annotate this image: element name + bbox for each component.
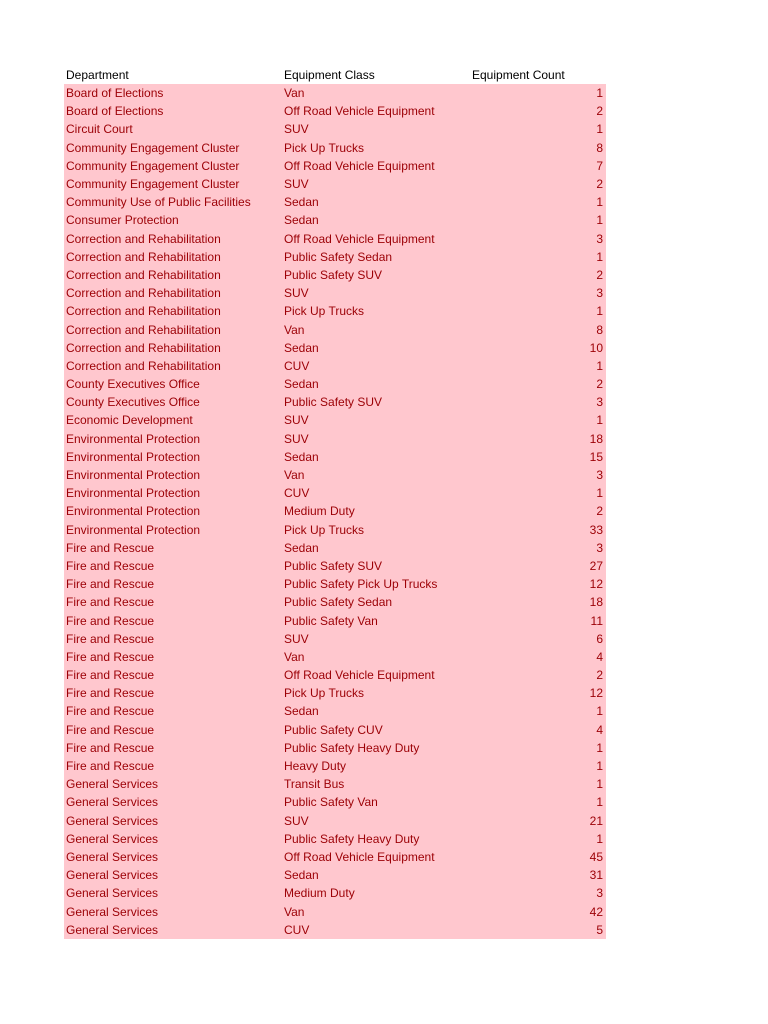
cell-equipment-class: CUV [284,922,310,937]
table-row [64,611,606,629]
cell-equipment-class: Van [284,649,305,664]
cell-department: Environmental Protection [66,504,201,519]
cell-department: County Executives Office [66,377,200,392]
cell-equipment-class: Medium Duty [284,886,355,901]
table-row [64,830,606,848]
cell-equipment-count: 11 [590,613,603,628]
cell-department: Environmental Protection [66,468,201,483]
table-row [64,466,606,484]
cell-equipment-count: 12 [589,686,603,701]
table-row [64,866,606,884]
cell-equipment-class: Off Road Vehicle Equipment [284,668,435,683]
table-row [64,357,606,375]
cell-equipment-count: 3 [596,286,603,301]
table-row [64,157,606,175]
cell-equipment-count: 12 [589,577,603,592]
cell-equipment-class: Sedan [284,195,319,210]
cell-department: Board of Elections [66,104,164,119]
cell-equipment-count: 1 [596,122,603,137]
cell-equipment-class: Pick Up Trucks [284,140,365,155]
cell-equipment-count: 10 [589,340,603,355]
table-row [64,266,606,284]
cell-equipment-class: Public Safety Heavy Duty [284,740,420,755]
cell-equipment-class: Public Safety SUV [284,395,383,410]
cell-department: General Services [66,849,159,864]
cell-department: Community Engagement Cluster [66,158,240,173]
cell-equipment-class: Public Safety SUV [284,558,383,573]
cell-equipment-class: Public Safety Pick Up Trucks [284,577,438,592]
cell-equipment-count: 33 [589,522,603,537]
table-row [64,248,606,266]
cell-equipment-count: 5 [596,922,603,937]
header-equipment-class: Equipment Class [284,67,375,82]
cell-department: Correction and Rehabilitation [66,249,221,264]
cell-equipment-class: Heavy Duty [284,759,347,774]
cell-equipment-class: Public Safety Sedan [284,249,393,264]
cell-equipment-class: SUV [284,286,309,301]
cell-equipment-class: Off Road Vehicle Equipment [284,158,435,173]
cell-department: Community Use of Public Facilities [66,195,251,210]
cell-equipment-count: 2 [596,104,603,119]
table-row [64,230,606,248]
cell-equipment-class: Van [284,904,305,919]
table-row [64,393,606,411]
cell-equipment-class: Medium Duty [284,504,355,519]
table-body [64,84,606,939]
cell-equipment-count: 45 [589,849,603,864]
cell-equipment-count: 3 [596,540,603,555]
cell-equipment-class: Transit Bus [284,777,345,792]
cell-equipment-count: 6 [596,631,603,646]
cell-equipment-count: 7 [596,158,603,173]
cell-equipment-class: Off Road Vehicle Equipment [284,104,435,119]
cell-department: Fire and Rescue [66,613,155,628]
table-row [64,812,606,830]
table-row [64,721,606,739]
cell-equipment-class: Sedan [284,377,319,392]
cell-equipment-count: 1 [596,740,603,755]
cell-equipment-class: Sedan [284,449,319,464]
table-row [64,593,606,611]
header-equipment-count: Equipment Count [472,67,565,82]
cell-equipment-count: 2 [596,177,603,192]
cell-department: Fire and Rescue [66,631,155,646]
cell-equipment-class: Van [284,468,305,483]
cell-equipment-count: 1 [596,195,603,210]
cell-equipment-count: 31 [589,868,603,883]
cell-equipment-count: 3 [596,231,603,246]
cell-equipment-class: Public Safety SUV [284,267,383,282]
cell-department: Economic Development [66,413,193,428]
cell-equipment-count: 1 [596,486,603,501]
cell-equipment-class: Sedan [284,868,319,883]
cell-equipment-class: Public Safety Heavy Duty [284,831,420,846]
table-row [64,848,606,866]
table-row [64,684,606,702]
cell-department: General Services [66,922,159,937]
cell-department: Fire and Rescue [66,704,155,719]
cell-equipment-count: 1 [596,795,603,810]
cell-equipment-count: 2 [596,267,603,282]
table-row [64,139,606,157]
cell-equipment-count: 1 [596,86,603,101]
table-row [64,575,606,593]
cell-department: Correction and Rehabilitation [66,358,221,373]
cell-department: Correction and Rehabilitation [66,267,221,282]
table-row [64,302,606,320]
cell-equipment-count: 1 [596,831,603,846]
cell-equipment-count: 1 [596,759,603,774]
cell-department: Consumer Protection [66,213,179,228]
cell-department: Environmental Protection [66,486,201,501]
cell-equipment-class: Pick Up Trucks [284,304,365,319]
table-row [64,702,606,720]
cell-department: General Services [66,904,159,919]
cell-department: Environmental Protection [66,449,201,464]
table-row [64,375,606,393]
cell-equipment-class: SUV [284,177,309,192]
table-row [64,921,606,939]
cell-equipment-class: Public Safety Van [284,613,378,628]
cell-equipment-class: SUV [284,122,309,137]
cell-department: Fire and Rescue [66,540,155,555]
cell-equipment-class: Sedan [284,704,319,719]
table-row [64,666,606,684]
cell-department: Fire and Rescue [66,740,155,755]
table-row [64,320,606,338]
cell-equipment-count: 1 [596,358,603,373]
cell-equipment-class: Pick Up Trucks [284,522,365,537]
cell-department: General Services [66,795,159,810]
cell-department: Circuit Court [66,122,133,137]
cell-equipment-class: SUV [284,631,309,646]
table-row [64,211,606,229]
cell-equipment-class: Sedan [284,540,319,555]
cell-equipment-class: SUV [284,413,309,428]
cell-equipment-class: Public Safety Sedan [284,595,393,610]
cell-department: Fire and Rescue [66,686,155,701]
table-header-row [64,65,606,84]
cell-equipment-count: 15 [589,449,603,464]
cell-department: Environmental Protection [66,431,201,446]
cell-equipment-count: 3 [596,468,603,483]
cell-equipment-count: 3 [596,886,603,901]
table-row [64,757,606,775]
table-row [64,775,606,793]
cell-equipment-count: 2 [596,377,603,392]
cell-department: General Services [66,868,159,883]
cell-equipment-class: SUV [284,813,309,828]
table-row [64,339,606,357]
table-row [64,884,606,902]
cell-department: Correction and Rehabilitation [66,322,221,337]
cell-equipment-count: 4 [596,722,603,737]
cell-department: Fire and Rescue [66,558,155,573]
table-row [64,84,606,102]
cell-equipment-class: Pick Up Trucks [284,686,365,701]
cell-department: General Services [66,831,159,846]
table-row [64,175,606,193]
cell-equipment-count: 8 [596,322,603,337]
cell-equipment-count: 1 [596,413,603,428]
cell-department: Environmental Protection [66,522,201,537]
cell-equipment-count: 1 [596,704,603,719]
cell-equipment-count: 3 [596,395,603,410]
cell-department: Fire and Rescue [66,759,155,774]
cell-equipment-class: Public Safety CUV [284,722,383,737]
table-row [64,648,606,666]
cell-department: Correction and Rehabilitation [66,231,221,246]
cell-equipment-count: 18 [589,431,603,446]
cell-equipment-class: Off Road Vehicle Equipment [284,231,435,246]
cell-department: Community Engagement Cluster [66,140,240,155]
cell-equipment-count: 2 [596,668,603,683]
cell-department: General Services [66,886,159,901]
table-row [64,284,606,302]
cell-department: Correction and Rehabilitation [66,340,221,355]
cell-equipment-class: SUV [284,431,309,446]
cell-department: Community Engagement Cluster [66,177,240,192]
cell-equipment-count: 21 [589,813,603,828]
table-row [64,484,606,502]
cell-equipment-count: 2 [596,504,603,519]
cell-equipment-count: 27 [589,558,603,573]
table-row [64,120,606,138]
cell-department: County Executives Office [66,395,200,410]
cell-department: Correction and Rehabilitation [66,286,221,301]
cell-equipment-count: 1 [596,249,603,264]
table-row [64,902,606,920]
header-department: Department [66,67,129,82]
table-row [64,193,606,211]
cell-equipment-class: CUV [284,358,310,373]
cell-department: Fire and Rescue [66,668,155,683]
table-row [64,539,606,557]
cell-department: General Services [66,813,159,828]
cell-equipment-count: 4 [596,649,603,664]
cell-equipment-count: 1 [596,213,603,228]
table-row [64,502,606,520]
cell-equipment-count: 18 [589,595,603,610]
table-row [64,102,606,120]
equipment-table [64,65,606,939]
table-row [64,793,606,811]
cell-department: Board of Elections [66,86,164,101]
cell-equipment-class: Public Safety Van [284,795,378,810]
cell-department: Fire and Rescue [66,577,155,592]
table-row [64,630,606,648]
cell-equipment-class: Sedan [284,213,319,228]
cell-equipment-class: Sedan [284,340,319,355]
cell-equipment-class: Van [284,322,305,337]
cell-equipment-count: 8 [596,140,603,155]
cell-equipment-class: CUV [284,486,310,501]
cell-equipment-count: 42 [589,904,603,919]
cell-equipment-count: 1 [596,777,603,792]
table-row [64,430,606,448]
table-row [64,411,606,429]
table-row [64,557,606,575]
cell-department: General Services [66,777,159,792]
cell-equipment-class: Van [284,86,305,101]
cell-department: Fire and Rescue [66,595,155,610]
cell-equipment-class: Off Road Vehicle Equipment [284,849,435,864]
cell-department: Fire and Rescue [66,722,155,737]
cell-department: Correction and Rehabilitation [66,304,221,319]
table-row [64,739,606,757]
cell-equipment-count: 1 [596,304,603,319]
table-row [64,448,606,466]
table-row [64,521,606,539]
cell-department: Fire and Rescue [66,649,155,664]
